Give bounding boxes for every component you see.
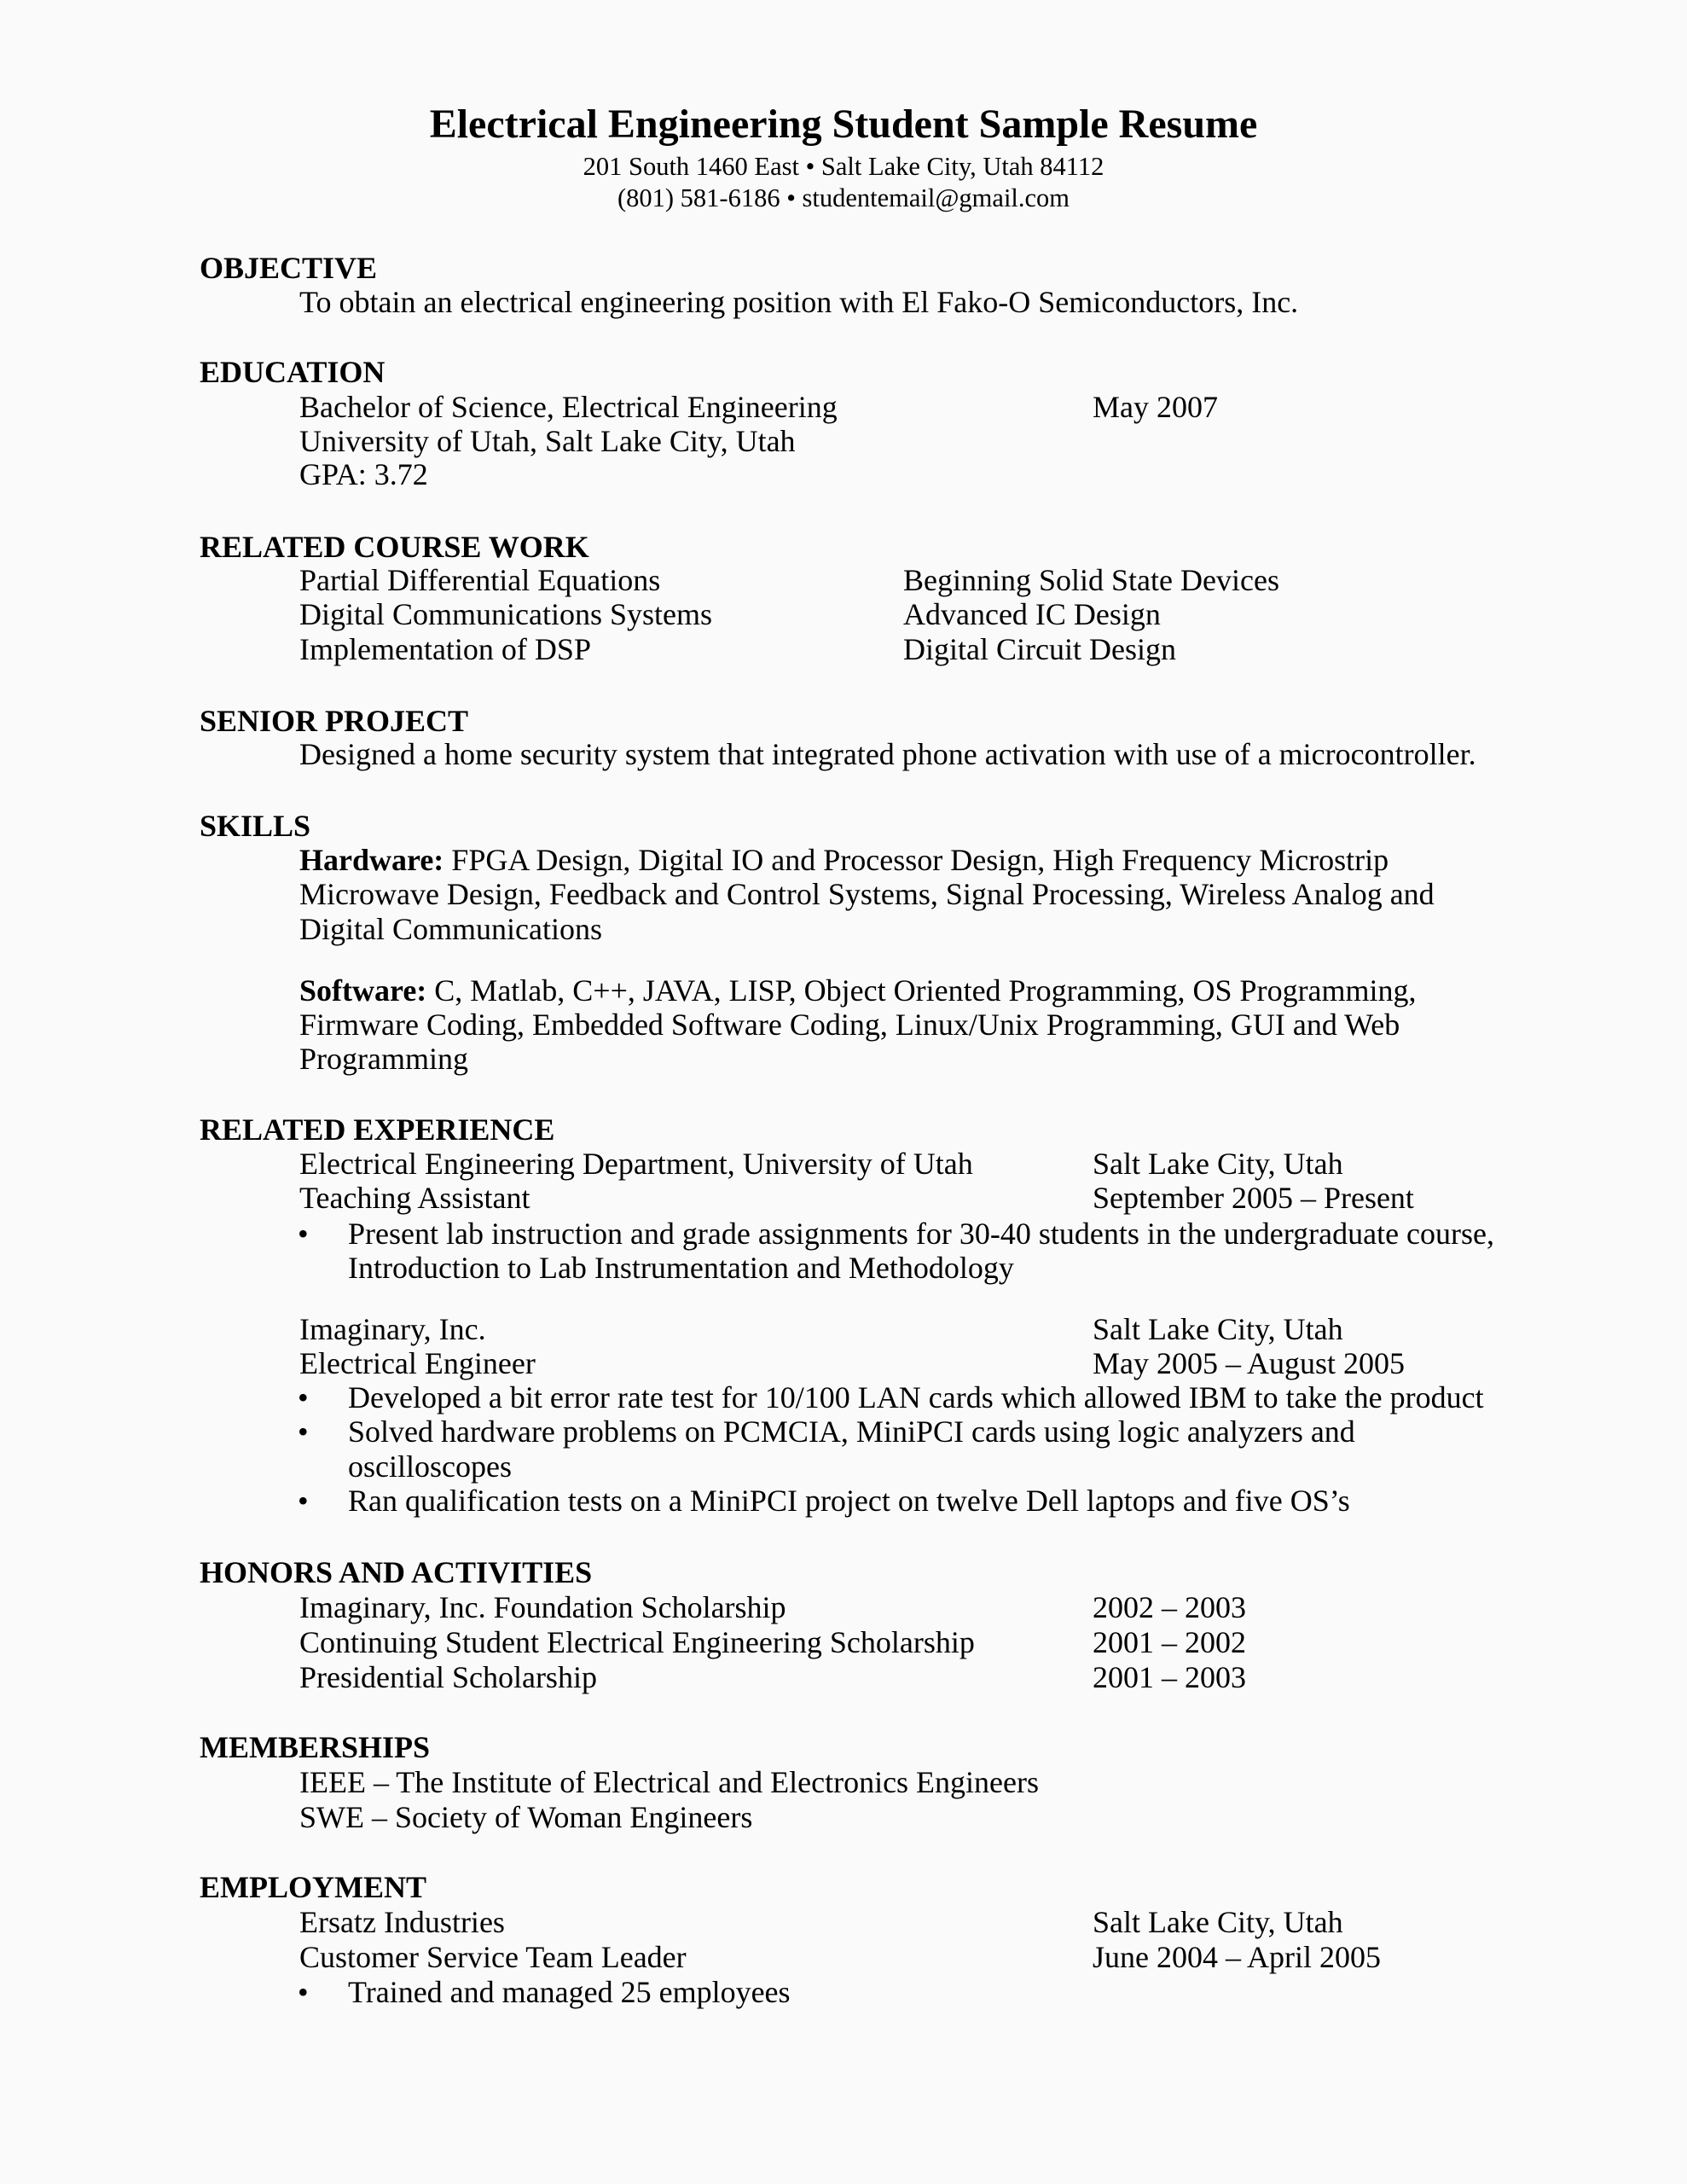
bullet-icon: • xyxy=(298,1484,309,1518)
senior-project-text: Designed a home security system that integrated phone activation with use of a microcontroller. xyxy=(299,737,1476,771)
honor-years: 2002 – 2003 xyxy=(1093,1590,1246,1624)
employment-org: Ersatz Industries xyxy=(299,1905,505,1939)
job-org: Electrical Engineering Department, University of Utah xyxy=(299,1147,973,1181)
employment-location: Salt Lake City, Utah xyxy=(1093,1905,1343,1939)
job-title: Teaching Assistant xyxy=(299,1181,530,1215)
employment-title: Customer Service Team Leader xyxy=(299,1940,687,1974)
section-heading-employment: EMPLOYMENT xyxy=(200,1870,426,1904)
section-heading-objective: OBJECTIVE xyxy=(200,251,378,285)
honor-name: Presidential Scholarship xyxy=(299,1660,597,1694)
skills-hardware-line: Microwave Design, Feedback and Control Systems, Signal Processing, Wireless Analog and xyxy=(299,877,1435,911)
skills-software-line xyxy=(299,973,1417,1008)
course-item: Beginning Solid State Devices xyxy=(903,563,1279,597)
skills-software-line: Programming xyxy=(299,1042,468,1076)
phone-email-line: (801) 581-6186 • studentemail@gmail.com xyxy=(617,183,1070,212)
employment-dates: June 2004 – April 2005 xyxy=(1093,1940,1381,1974)
skills-software-label: Software: xyxy=(299,973,427,1008)
section-heading-experience: RELATED EXPERIENCE xyxy=(200,1112,555,1147)
bullet-icon: • xyxy=(298,1217,309,1251)
section-heading-coursework: RELATED COURSE WORK xyxy=(200,530,589,564)
job-title: Electrical Engineer xyxy=(299,1346,536,1380)
job-org: Imaginary, Inc. xyxy=(299,1312,486,1346)
employment-bullet-text: Trained and managed 25 employees xyxy=(348,1975,791,2009)
honor-name: Continuing Student Electrical Engineering Scholarship xyxy=(299,1625,975,1659)
skills-software-line: Firmware Coding, Embedded Software Coding, Linux/Unix Programming, GUI and Web xyxy=(299,1008,1400,1042)
membership-item: IEEE – The Institute of Electrical and Electronics Engineers xyxy=(299,1765,1040,1799)
bullet-icon: • xyxy=(298,1975,309,2009)
job-bullet-text: Ran qualification tests on a MiniPCI project on twelve Dell laptops and five OS’s xyxy=(348,1484,1350,1518)
job-bullet-text: oscilloscopes xyxy=(348,1449,512,1484)
education-gpa: GPA: 3.72 xyxy=(299,457,428,491)
section-heading-memberships: MEMBERSHIPS xyxy=(200,1730,431,1764)
bullet-icon: • xyxy=(298,1380,309,1414)
course-item: Digital Circuit Design xyxy=(903,632,1176,666)
course-item: Implementation of DSP xyxy=(299,632,591,666)
education-date: May 2007 xyxy=(1093,390,1218,424)
bullet-icon: • xyxy=(298,1414,309,1449)
honor-years: 2001 – 2002 xyxy=(1093,1625,1246,1659)
resume-title: Electrical Engineering Student Sample Resume xyxy=(429,102,1258,147)
education-degree: Bachelor of Science, Electrical Engineering xyxy=(299,390,838,424)
section-heading-skills: SKILLS xyxy=(200,809,311,843)
course-item: Advanced IC Design xyxy=(903,597,1161,631)
job-dates: September 2005 – Present xyxy=(1093,1181,1414,1215)
job-bullet-text: Introduction to Lab Instrumentation and Methodology xyxy=(348,1251,1014,1285)
skills-hardware-text: FPGA Design, Digital IO and Processor Design, High Frequency Microstrip xyxy=(443,843,1389,877)
membership-item: SWE – Society of Woman Engineers xyxy=(299,1800,753,1834)
course-item: Partial Differential Equations xyxy=(299,563,661,597)
education-school: University of Utah, Salt Lake City, Utah xyxy=(299,424,796,458)
course-item: Digital Communications Systems xyxy=(299,597,712,631)
job-bullet-text: Present lab instruction and grade assignments for 30-40 students in the undergraduate course, xyxy=(348,1217,1495,1251)
section-heading-honors: HONORS AND ACTIVITIES xyxy=(200,1555,593,1589)
address-line: 201 South 1460 East • Salt Lake City, Utah 84112 xyxy=(583,152,1104,181)
objective-text: To obtain an electrical engineering position with El Fako-O Semiconductors, Inc. xyxy=(299,285,1299,319)
job-dates: May 2005 – August 2005 xyxy=(1093,1346,1406,1380)
job-bullet-text: Solved hardware problems on PCMCIA, MiniPCI cards using logic analyzers and xyxy=(348,1414,1355,1449)
job-location: Salt Lake City, Utah xyxy=(1093,1312,1343,1346)
skills-software-text: C, Matlab, C++, JAVA, LISP, Object Oriented Programming, OS Programming, xyxy=(426,973,1417,1008)
section-heading-senior-project: SENIOR PROJECT xyxy=(200,704,469,738)
job-bullet-text: Developed a bit error rate test for 10/100 LAN cards which allowed IBM to take the product xyxy=(348,1380,1484,1414)
skills-hardware-line: Digital Communications xyxy=(299,912,602,946)
skills-hardware-line xyxy=(299,843,1388,877)
honor-years: 2001 – 2003 xyxy=(1093,1660,1246,1694)
skills-hardware-label: Hardware: xyxy=(299,843,444,877)
section-heading-education: EDUCATION xyxy=(200,355,386,389)
honor-name: Imaginary, Inc. Foundation Scholarship xyxy=(299,1590,786,1624)
job-location: Salt Lake City, Utah xyxy=(1093,1147,1343,1181)
